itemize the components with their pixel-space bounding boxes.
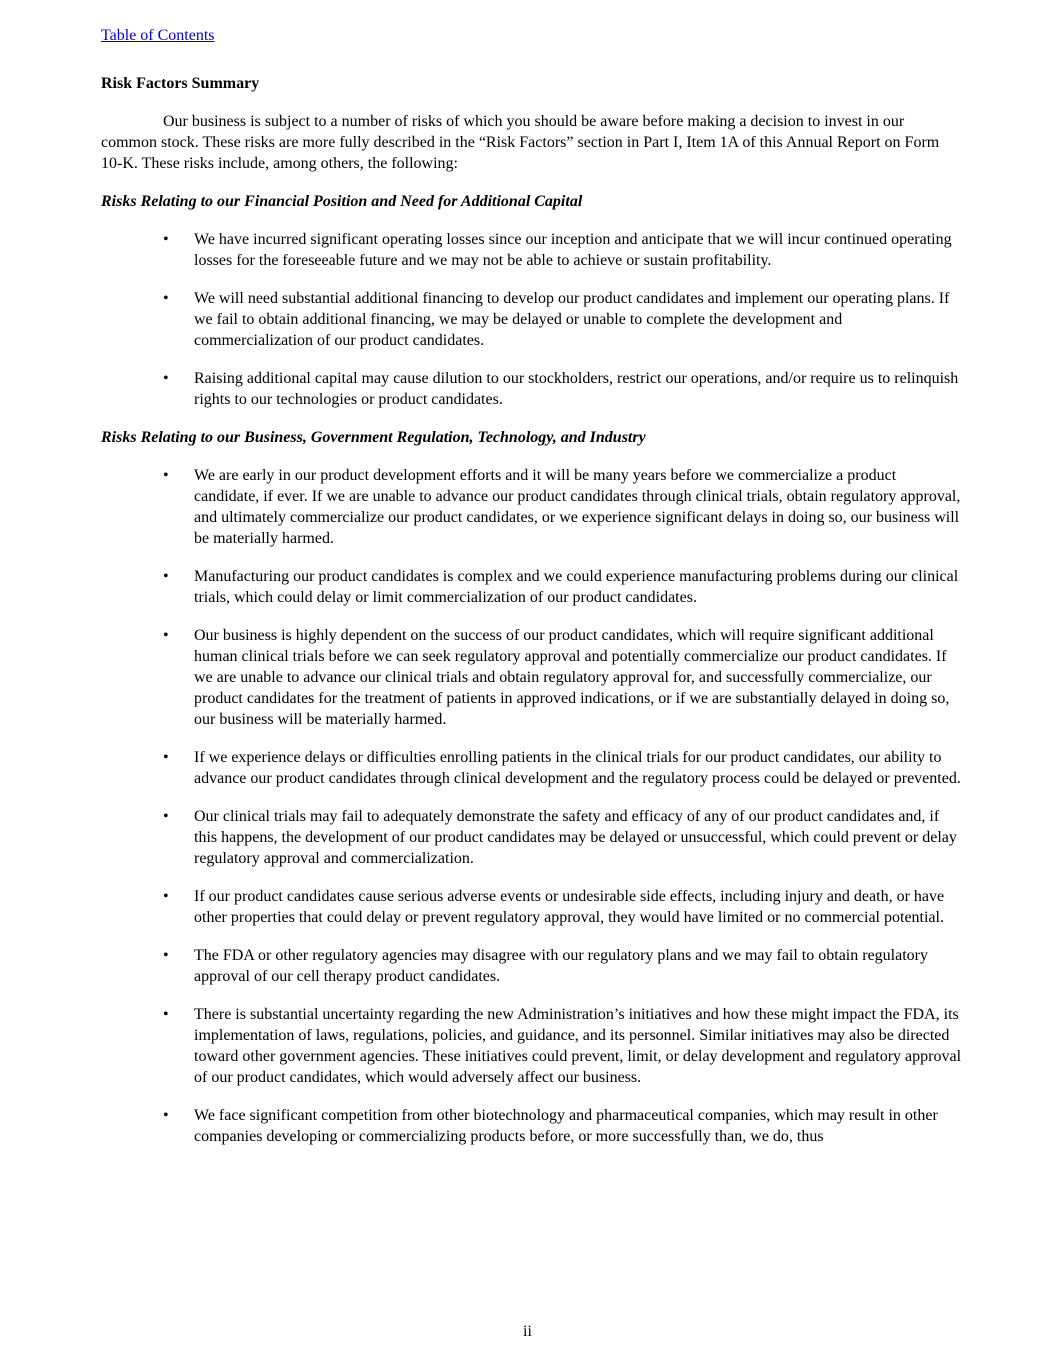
- list-item-text: We will need substantial additional financing to develop our product candidates and implement our operating plans. If we fail to obtain additional financing, we may be delayed or unable to complete the development and commercialization of our product candidates.: [194, 290, 950, 349]
- risk-list-financial: [101, 229, 961, 410]
- list-item: [101, 566, 961, 608]
- risk-group-heading-business: Risks Relating to our Business, Government Regulation, Technology, and Industry: [101, 429, 646, 446]
- list-item-text: There is substantial uncertainty regarding the new Administration’s initiatives and how these might impact the FDA, its implementation of laws, regulations, policies, and guidance, and its personnel. Similar initiatives may also be directed toward other government agencies. These initiatives could prevent, limit, or delay development and regulatory approval of our product candidates, which would adversely affect our business.: [194, 1006, 962, 1086]
- risk-group-heading-financial: Risks Relating to our Financial Position and Need for Additional Capital: [101, 193, 583, 210]
- bullet: •: [163, 568, 169, 585]
- bullet: •: [163, 231, 169, 248]
- risk-list-business: [101, 465, 961, 1147]
- bullet: •: [163, 467, 169, 484]
- list-item-text: Our clinical trials may fail to adequately demonstrate the safety and efficacy of any of our product candidates and, if this happens, the development of our product candidates may be delayed or unsuccessful, which could prevent or delay regulatory approval and commercialization.: [194, 808, 957, 867]
- list-item: [101, 368, 961, 410]
- list-item: [101, 1105, 961, 1147]
- list-item: [101, 747, 961, 789]
- list-item: [101, 288, 961, 351]
- list-item: [101, 886, 961, 928]
- list-item-text: Our business is highly dependent on the success of our product candidates, which will require significant additional human clinical trials before we can seek regulatory approval and potentially commercialize our product candidates. If we are unable to advance our clinical trials and obtain regulatory approval for, and successfully commercialize, our product candidates for the treatment of patients in approved indications, or if we are substantially delayed in doing so, our business will be materially harmed.: [194, 627, 950, 728]
- list-item: [101, 945, 961, 987]
- list-item: [101, 806, 961, 869]
- page-number: ii: [523, 1323, 532, 1340]
- list-item-text: The FDA or other regulatory agencies may disagree with our regulatory plans and we may fail to obtain regulatory approval of our cell therapy product candidates.: [194, 947, 928, 985]
- list-item: [101, 625, 961, 730]
- list-item: [101, 465, 961, 549]
- document-body: [101, 73, 961, 1164]
- list-item: [101, 229, 961, 271]
- list-item-text: We face significant competition from other biotechnology and pharmaceutical companies, which may result in other companies developing or commercializing products before, or more successfully than, we do, thus: [194, 1107, 938, 1145]
- table-of-contents-link[interactable]: Table of Contents: [101, 27, 215, 44]
- list-item-text: If our product candidates cause serious adverse events or undesirable side effects, including injury and death, or have other properties that could delay or prevent regulatory approval, they would have limited or no commercial potential.: [194, 888, 945, 926]
- list-item-text: We are early in our product development efforts and it will be many years before we commercialize a product candidate, if ever. If we are unable to advance our product candidates through clinical trials, obtain regulatory approval, and ultimately commercialize our product candidates, or we experience significant delays in doing so, our business will be materially harmed.: [194, 467, 961, 547]
- bullet: •: [163, 290, 169, 307]
- list-item-text: If we experience delays or difficulties enrolling patients in the clinical trials for our product candidates, our ability to advance our product candidates through clinical development and the regulatory process could be delayed or prevented.: [194, 749, 961, 787]
- bullet: •: [163, 370, 169, 387]
- bullet: •: [163, 1006, 169, 1023]
- list-item-text: Manufacturing our product candidates is complex and we could experience manufacturing problems during our clinical trials, which could delay or limit commercialization of our product candidates.: [194, 568, 959, 606]
- bullet: •: [163, 1107, 169, 1124]
- list-item-text: We have incurred significant operating losses since our inception and anticipate that we will incur continued operating losses for the foreseeable future and we may not be able to achieve or sustain profitability.: [194, 231, 952, 269]
- bullet: •: [163, 808, 169, 825]
- list-item-text: Raising additional capital may cause dilution to our stockholders, restrict our operations, and/or require us to relinquish rights to our technologies or product candidates.: [194, 370, 959, 408]
- list-item: [101, 1004, 961, 1088]
- bullet: •: [163, 947, 169, 964]
- section-title: Risk Factors Summary: [101, 75, 260, 92]
- bullet: •: [163, 749, 169, 766]
- bullet: •: [163, 627, 169, 644]
- bullet: •: [163, 888, 169, 905]
- intro-paragraph: Our business is subject to a number of risks of which you should be aware before making a decision to invest in our common stock. These risks are more fully described in the “Risk Factors” section in Part I, Item 1A of this Annual Report on Form 10-K. These risks include, among others, the following:: [101, 113, 940, 172]
